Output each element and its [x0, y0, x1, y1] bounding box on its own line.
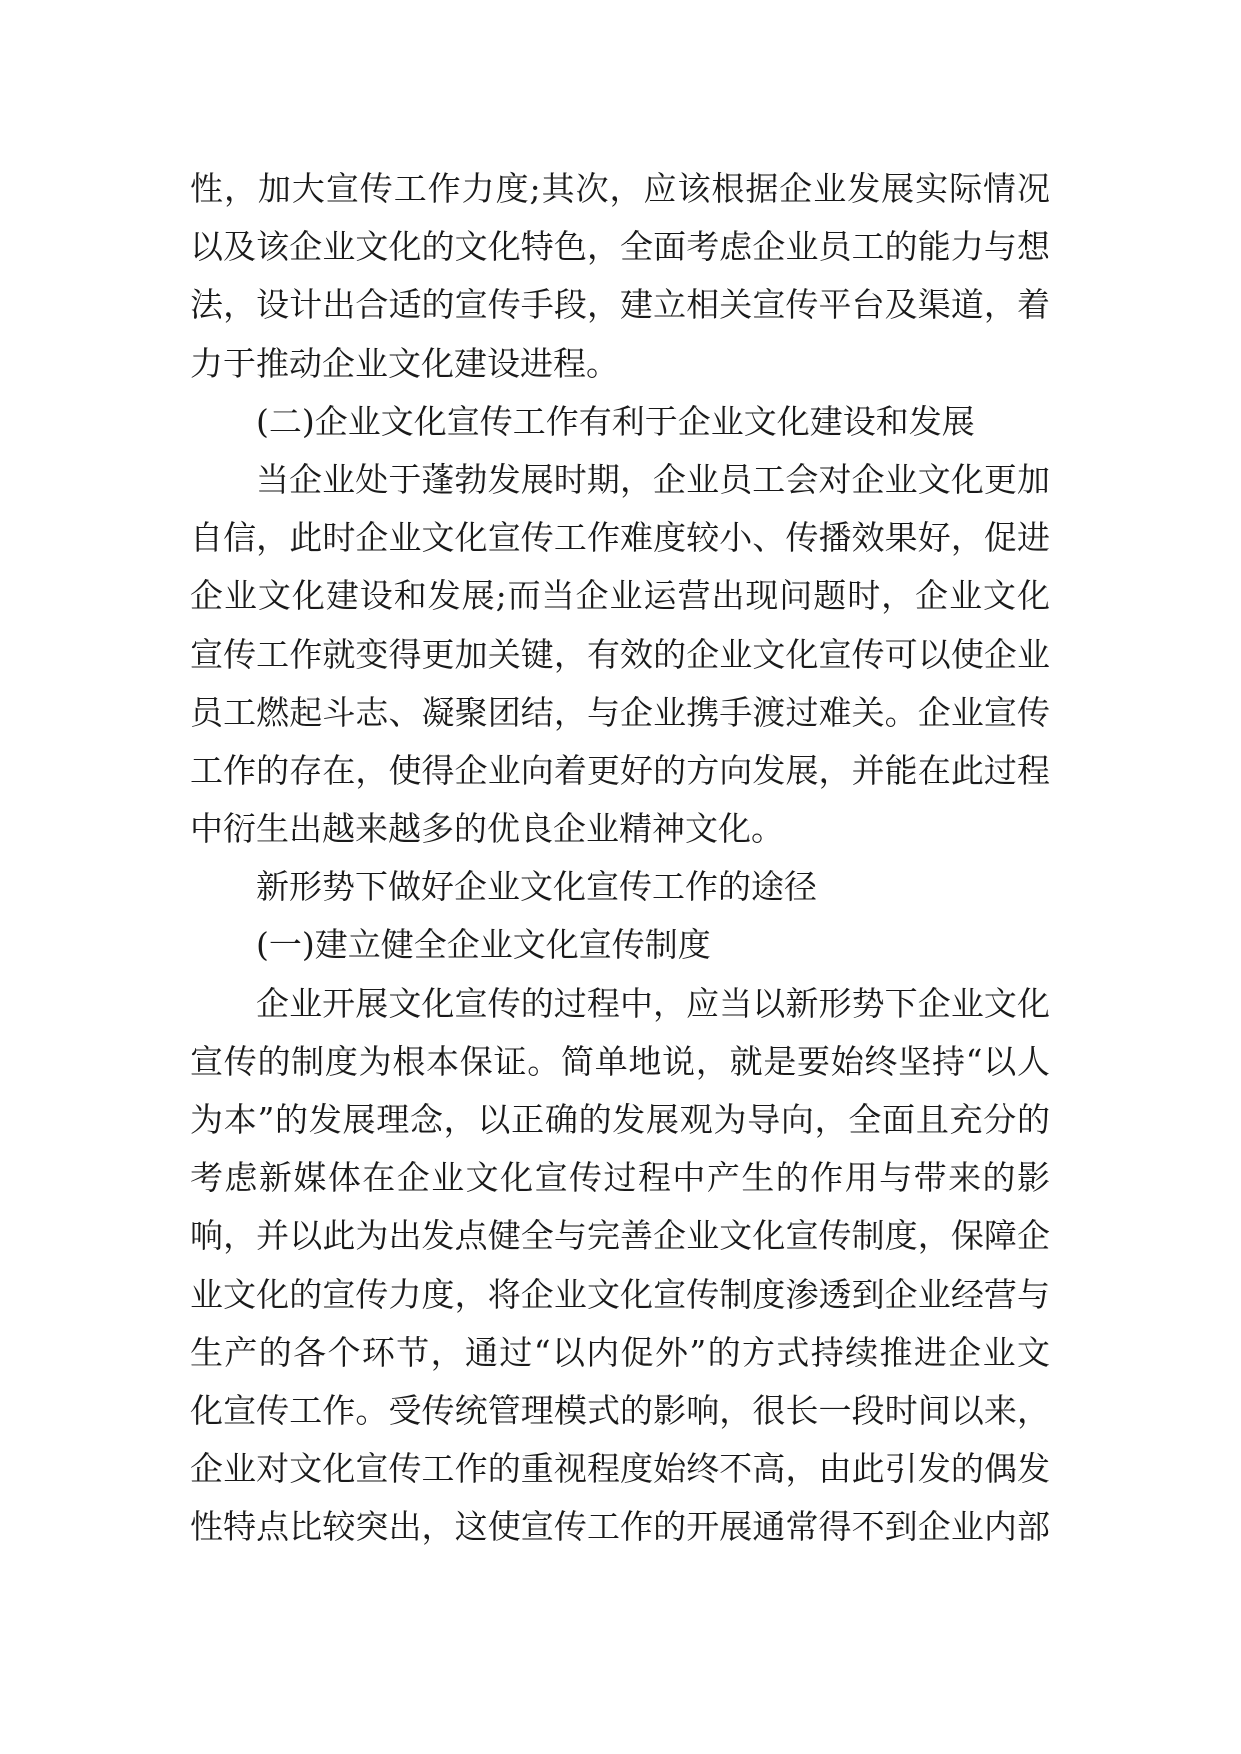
text-line: 力于推动企业文化建设进程。: [190, 343, 619, 383]
text-line: 响，并以此为出发点健全与完善企业文化宣传制度，保障企: [190, 1216, 1050, 1256]
text-line: 以及该企业文化的文化特色，全面考虑企业员工的能力与想: [190, 227, 1050, 267]
text-line: 宣传工作就变得更加关键，有效的企业文化宣传可以使企业: [190, 634, 1050, 674]
text-line: 性，加大宣传工作力度;其次，应该根据企业发展实际情况: [190, 169, 1050, 208]
text-line: 当企业处于蓬勃发展时期，企业员工会对企业文化更加: [256, 459, 1050, 499]
section-heading: (一)建立健全企业文化宣传制度: [256, 925, 711, 965]
text-line: 企业对文化宣传工作的重视程度始终不高，由此引发的偶发: [190, 1449, 1050, 1489]
text-line: 化宣传工作。受传统管理模式的影响，很长一段时间以来，: [190, 1390, 1050, 1430]
text-line: 考虑新媒体在企业文化宣传过程中产生的作用与带来的影: [190, 1158, 1050, 1198]
text-line: 企业开展文化宣传的过程中，应当以新形势下企业文化: [256, 983, 1050, 1023]
section-heading: (二)企业文化宣传工作有利于企业文化建设和发展: [256, 401, 975, 441]
section-heading: 新形势下做好企业文化宣传工作的途径: [256, 867, 817, 907]
text-line: 中衍生出越来越多的优良企业精神文化。: [190, 809, 784, 849]
text-line: 业文化的宣传力度，将企业文化宣传制度渗透到企业经营与: [190, 1274, 1050, 1314]
text-line: 宣传的制度为根本保证。简单地说，就是要始终坚持“以人: [190, 1041, 1050, 1081]
text-line: 企业文化建设和发展;而当企业运营出现问题时，企业文化: [190, 576, 1050, 616]
text-line: 自信，此时企业文化宣传工作难度较小、传播效果好，促进: [190, 518, 1050, 558]
text-line: 生产的各个环节，通过“以内促外”的方式持续推进企业文: [190, 1332, 1050, 1372]
text-line: 法，设计出合适的宣传手段，建立相关宣传平台及渠道，着: [190, 285, 1050, 325]
text-line: 为本”的发展理念，以正确的发展观为导向，全面且充分的: [190, 1100, 1050, 1139]
text-line: 性特点比较突出，这使宣传工作的开展通常得不到企业内部: [190, 1507, 1050, 1547]
text-line: 工作的存在，使得企业向着更好的方向发展，并能在此过程: [190, 750, 1050, 790]
body-text: [190, 160, 1050, 1557]
text-line: 员工燃起斗志、凝聚团结，与企业携手渡过难关。企业宣传: [190, 692, 1050, 732]
